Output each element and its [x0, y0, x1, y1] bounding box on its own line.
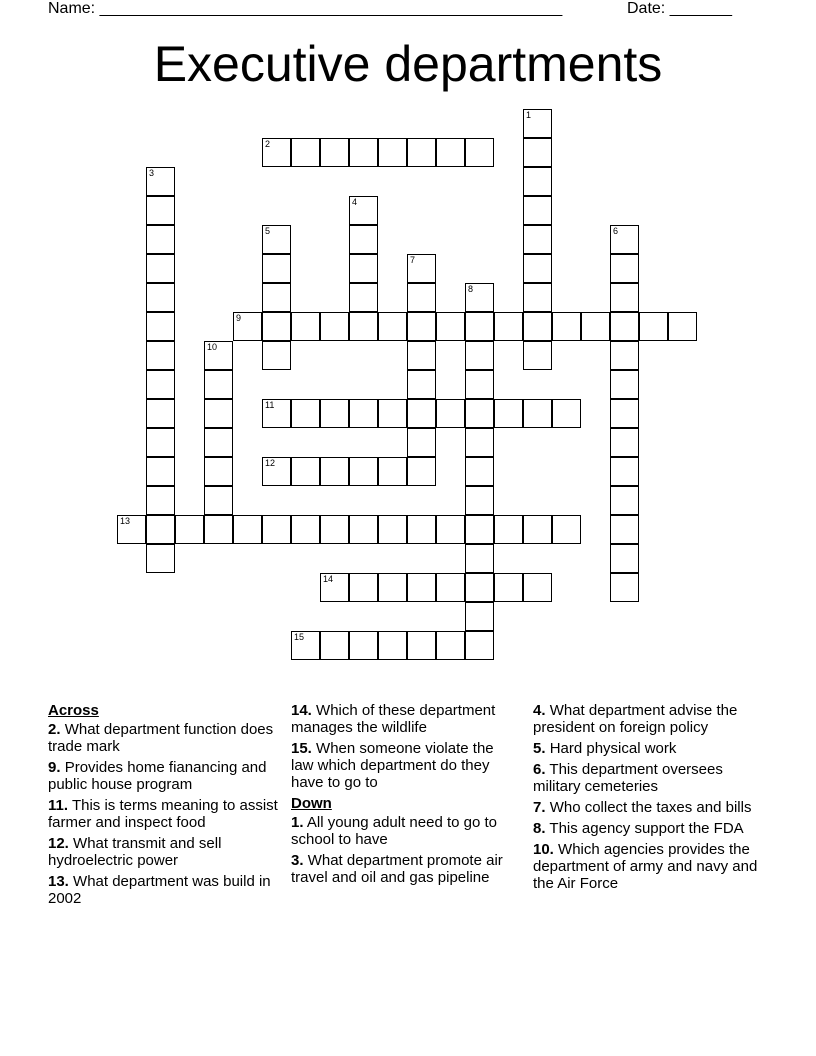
grid-cell[interactable]	[465, 544, 494, 573]
grid-cell[interactable]	[204, 428, 233, 457]
grid-cell[interactable]	[523, 196, 552, 225]
clue-number: 7	[410, 255, 416, 265]
clue-across-14: 14. Which of these department manages the wildlife	[291, 702, 496, 736]
clue-down-6: 6. This department oversees military cemeteries	[533, 761, 723, 795]
grid-cell[interactable]	[378, 631, 407, 660]
grid-cell[interactable]	[465, 138, 494, 167]
grid-cell[interactable]	[320, 457, 349, 486]
grid-cell[interactable]	[291, 312, 320, 341]
grid-cell[interactable]	[610, 544, 639, 573]
grid-cell[interactable]	[581, 312, 610, 341]
grid-cell[interactable]	[146, 283, 175, 312]
grid-cell[interactable]	[523, 225, 552, 254]
grid-cell[interactable]	[349, 196, 378, 225]
clue-down-8: 8. This agency support the FDA	[533, 820, 744, 837]
grid-cell[interactable]	[465, 457, 494, 486]
grid-cell[interactable]	[610, 341, 639, 370]
grid-cell[interactable]	[523, 109, 552, 138]
grid-cell[interactable]	[262, 312, 291, 341]
clue-down-7: 7. Who collect the taxes and bills	[533, 799, 752, 816]
grid-cell[interactable]	[552, 399, 581, 428]
grid-cell[interactable]	[146, 370, 175, 399]
grid-cell[interactable]	[233, 312, 262, 341]
grid-cell[interactable]	[378, 312, 407, 341]
grid-cell[interactable]	[407, 573, 436, 602]
grid-cell[interactable]	[494, 399, 523, 428]
grid-cell[interactable]	[291, 457, 320, 486]
clue-across-9: 9. Provides home fianancing and public house program	[48, 759, 267, 793]
grid-cell[interactable]	[465, 312, 494, 341]
clue-number: 8	[468, 284, 474, 294]
grid-cell[interactable]	[233, 515, 262, 544]
grid-cell[interactable]	[436, 399, 465, 428]
grid-cell[interactable]	[523, 254, 552, 283]
grid-cell[interactable]	[291, 399, 320, 428]
grid-cell[interactable]	[204, 486, 233, 515]
grid-cell[interactable]	[465, 631, 494, 660]
grid-cell[interactable]	[523, 399, 552, 428]
grid-cell[interactable]	[320, 312, 349, 341]
grid-cell[interactable]	[146, 486, 175, 515]
clue-number: 2	[265, 139, 271, 149]
grid-cell[interactable]	[349, 515, 378, 544]
grid-cell[interactable]	[465, 573, 494, 602]
grid-cell[interactable]	[320, 573, 349, 602]
grid-cell[interactable]	[407, 515, 436, 544]
grid-cell[interactable]	[349, 225, 378, 254]
clue-number: 9	[236, 313, 242, 323]
grid-cell[interactable]	[146, 544, 175, 573]
grid-cell[interactable]	[262, 399, 291, 428]
grid-cell[interactable]	[349, 457, 378, 486]
grid-cell[interactable]	[465, 515, 494, 544]
grid-cell[interactable]	[436, 573, 465, 602]
grid-cell[interactable]	[378, 573, 407, 602]
grid-cell[interactable]	[610, 573, 639, 602]
grid-cell[interactable]	[465, 399, 494, 428]
clue-down-10: 10. Which agencies provides the department of army and navy and the Air Force	[533, 841, 758, 892]
grid-cell[interactable]	[407, 341, 436, 370]
grid-cell[interactable]	[610, 225, 639, 254]
grid-cell[interactable]	[639, 312, 668, 341]
grid-cell[interactable]	[175, 515, 204, 544]
grid-cell[interactable]	[349, 573, 378, 602]
grid-cell[interactable]	[146, 428, 175, 457]
grid-cell[interactable]	[349, 631, 378, 660]
grid-cell[interactable]	[146, 254, 175, 283]
grid-cell[interactable]	[465, 370, 494, 399]
grid-cell[interactable]	[407, 631, 436, 660]
grid-cell[interactable]	[117, 515, 146, 544]
clue-down-4: 4. What department advise the president on foreign policy	[533, 702, 738, 736]
grid-cell[interactable]	[523, 138, 552, 167]
grid-cell[interactable]	[407, 370, 436, 399]
grid-cell[interactable]	[146, 312, 175, 341]
clue-down-5: 5. Hard physical work	[533, 740, 677, 757]
grid-cell[interactable]	[204, 341, 233, 370]
grid-cell[interactable]	[262, 341, 291, 370]
clue-number: 1	[526, 110, 532, 120]
grid-cell[interactable]	[262, 457, 291, 486]
grid-cell[interactable]	[494, 573, 523, 602]
grid-cell[interactable]	[262, 138, 291, 167]
grid-cell[interactable]	[146, 196, 175, 225]
grid-cell[interactable]	[465, 428, 494, 457]
grid-cell[interactable]	[146, 399, 175, 428]
grid-cell[interactable]	[610, 399, 639, 428]
grid-cell[interactable]	[523, 515, 552, 544]
grid-cell[interactable]	[204, 370, 233, 399]
grid-cell[interactable]	[146, 167, 175, 196]
grid-cell[interactable]	[465, 283, 494, 312]
clue-number: 13	[120, 516, 131, 526]
grid-cell[interactable]	[407, 312, 436, 341]
puzzle-title: Executive departments	[153, 36, 663, 92]
clue-number: 10	[207, 342, 218, 352]
grid-cell[interactable]	[407, 457, 436, 486]
grid-cell[interactable]	[378, 515, 407, 544]
grid-cell[interactable]	[523, 341, 552, 370]
grid-cell[interactable]	[204, 515, 233, 544]
clue-number: 4	[352, 197, 358, 207]
grid-cell[interactable]	[610, 457, 639, 486]
grid-cell[interactable]	[610, 283, 639, 312]
grid-cell[interactable]	[494, 515, 523, 544]
clue-number: 6	[613, 226, 619, 236]
clue-across-15: 15. When someone violate the law which department do they have to go to	[291, 740, 494, 791]
grid-cell[interactable]	[204, 399, 233, 428]
grid-cell[interactable]	[436, 631, 465, 660]
clues-column-2	[291, 702, 519, 890]
clues-column-3	[533, 702, 773, 896]
grid-cell[interactable]	[407, 138, 436, 167]
clue-number: 11	[265, 400, 275, 410]
grid-cell[interactable]	[465, 486, 494, 515]
clue-down-1: 1. All young adult need to go to school to have	[291, 814, 498, 848]
name-field-label: Name: ____________________________________________________	[48, 0, 563, 17]
grid-cell[interactable]	[262, 225, 291, 254]
grid-cell[interactable]	[349, 283, 378, 312]
grid-cell[interactable]	[436, 312, 465, 341]
grid-cell[interactable]	[523, 312, 552, 341]
grid-cell[interactable]	[436, 515, 465, 544]
grid-cell[interactable]	[146, 457, 175, 486]
grid-cell[interactable]	[552, 515, 581, 544]
grid-cell[interactable]	[291, 138, 320, 167]
clue-number: 15	[294, 632, 305, 642]
grid-cell[interactable]	[407, 283, 436, 312]
clue-across-11: 11. This is terms meaning to assist farmer and inspect food	[48, 797, 278, 831]
grid-cell[interactable]	[610, 428, 639, 457]
clue-number: 5	[265, 226, 271, 236]
grid-cell[interactable]	[610, 254, 639, 283]
clue-down-3: 3. What department promote air travel and oil and gas pipeline	[291, 852, 503, 886]
grid-cell[interactable]	[146, 341, 175, 370]
clue-number: 12	[265, 458, 276, 468]
grid-cell[interactable]	[320, 399, 349, 428]
grid-cell[interactable]	[610, 312, 639, 341]
grid-cell[interactable]	[291, 515, 320, 544]
grid-cell[interactable]	[494, 312, 523, 341]
grid-cell[interactable]	[378, 399, 407, 428]
grid-cell[interactable]	[204, 457, 233, 486]
grid-cell[interactable]	[349, 312, 378, 341]
grid-cell[interactable]	[349, 399, 378, 428]
grid-cell[interactable]	[465, 341, 494, 370]
grid-cell[interactable]	[407, 399, 436, 428]
grid-cell[interactable]	[610, 515, 639, 544]
grid-cell[interactable]	[523, 573, 552, 602]
grid-cell[interactable]	[610, 486, 639, 515]
grid-cell[interactable]	[291, 631, 320, 660]
grid-cell[interactable]	[407, 254, 436, 283]
clue-number: 3	[149, 168, 155, 178]
grid-cell[interactable]	[523, 167, 552, 196]
grid-cell[interactable]	[465, 602, 494, 631]
grid-cell[interactable]	[320, 631, 349, 660]
down-heading: Down	[291, 795, 332, 812]
grid-cell[interactable]	[146, 225, 175, 254]
clue-across-2: 2. What department function does trade mark	[48, 721, 274, 755]
grid-cell[interactable]	[407, 428, 436, 457]
grid-cell[interactable]	[349, 138, 378, 167]
grid-cell[interactable]	[378, 138, 407, 167]
grid-cell[interactable]	[349, 254, 378, 283]
grid-cell[interactable]	[436, 138, 465, 167]
grid-cell[interactable]	[262, 283, 291, 312]
date-field-label: Date: _______	[627, 0, 732, 17]
grid-cell[interactable]	[378, 457, 407, 486]
grid-cell[interactable]	[262, 515, 291, 544]
clue-across-13: 13. What department was build in 2002	[48, 873, 271, 907]
grid-cell[interactable]	[320, 515, 349, 544]
clues-column-1	[48, 702, 284, 911]
clue-number: 14	[323, 574, 334, 584]
across-heading: Across	[48, 702, 99, 719]
grid-cell[interactable]	[668, 312, 697, 341]
grid-cell[interactable]	[552, 312, 581, 341]
grid-cell[interactable]	[610, 370, 639, 399]
grid-cell[interactable]	[146, 515, 175, 544]
grid-cell[interactable]	[523, 283, 552, 312]
clue-across-12: 12. What transmit and sell hydroelectric power	[48, 835, 222, 869]
grid-cell[interactable]	[320, 138, 349, 167]
grid-cell[interactable]	[262, 254, 291, 283]
